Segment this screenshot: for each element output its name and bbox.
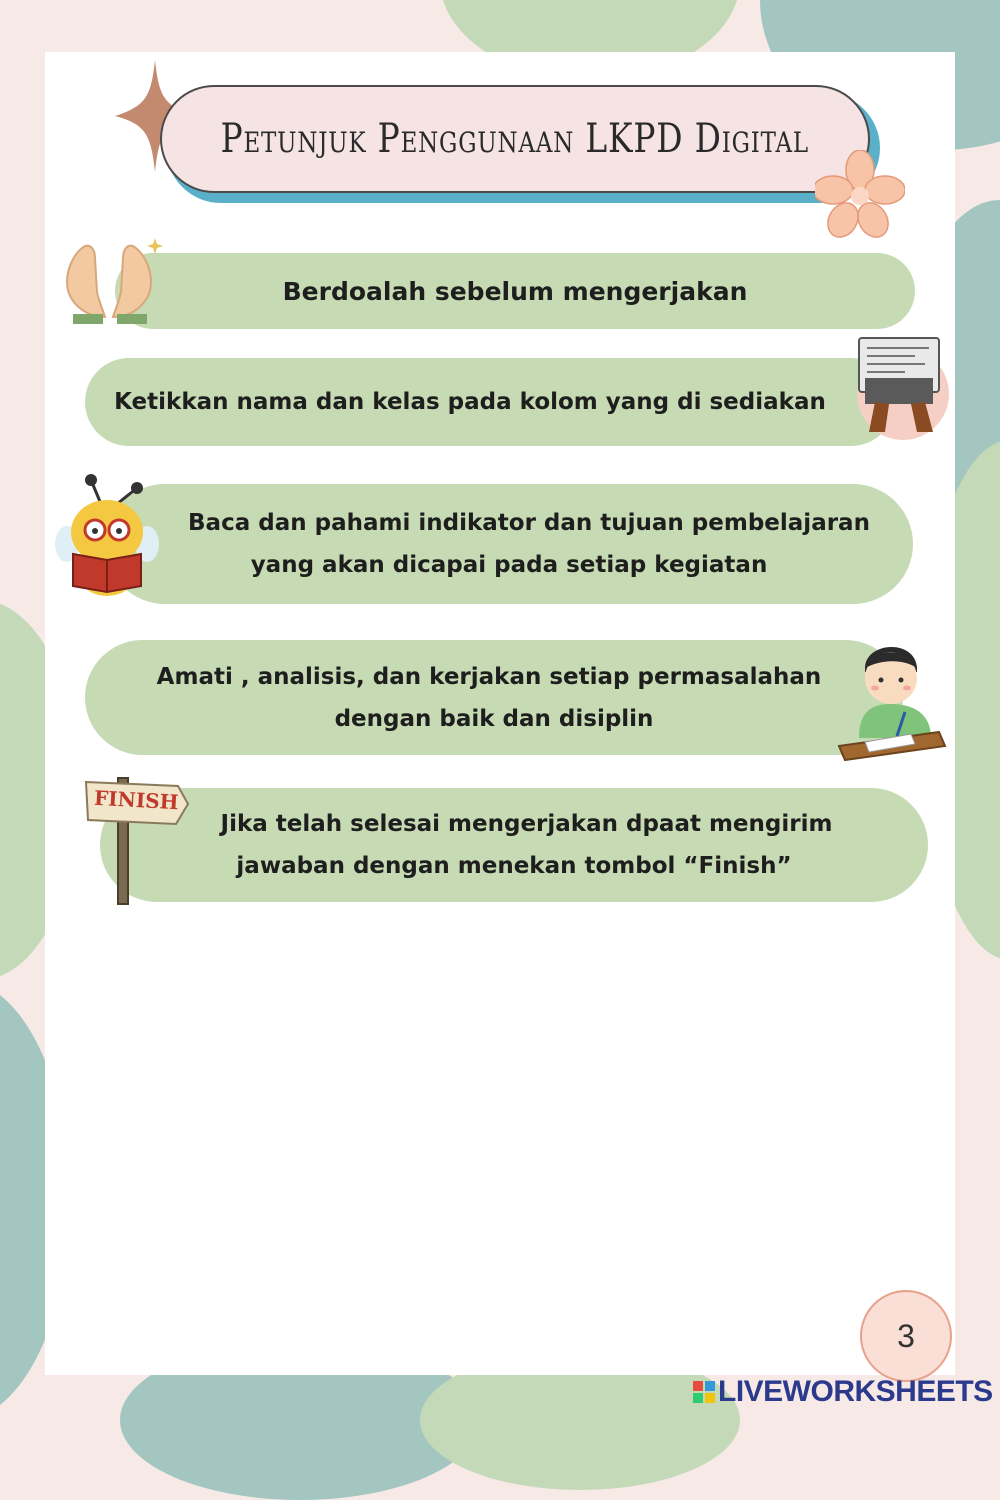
laptop-typing-icon [845, 332, 960, 442]
finish-emphasis: “Finish” [683, 853, 792, 879]
finish-sign-icon [82, 768, 192, 908]
flower-icon [815, 150, 905, 240]
step-5-text-line-1: Jika telah selesai mengerjakan dpaat mengirim [220, 811, 833, 837]
step-5-text-line-2-prefix: jawaban dengan menekan tombol [236, 853, 684, 879]
step-1-pill [115, 253, 915, 329]
liveworksheets-logo[interactable] [693, 1372, 993, 1412]
step-4-text-line-2: dengan baik dan disiplin [334, 705, 654, 732]
logo-text: LIVEWORKSHEETS [718, 1375, 993, 1408]
step-3-text-line-2: yang akan dicapai pada setiap kegiatan [250, 552, 768, 578]
step-4-pill [85, 640, 903, 755]
step-4-text-line-1: Amati , analisis, dan kerjakan setiap permasalahan [156, 663, 822, 690]
step-3-pill [105, 484, 913, 604]
page-title: Petunjuk Penggunaan LKPD Digital [220, 116, 810, 162]
praying-hands-icon [55, 232, 165, 332]
bee-reading-book-icon [55, 474, 160, 604]
page-number: 3 [860, 1290, 952, 1382]
finish-sign-text: FINISH [93, 785, 180, 815]
step-3-text-line-1: Baca dan pahami indikator dan tujuan pembelajaran [188, 510, 870, 536]
step-5-pill [100, 788, 928, 902]
student-writing-icon [835, 628, 950, 763]
step-2-pill [85, 358, 895, 446]
title-banner [160, 85, 880, 203]
title-pill [160, 85, 870, 193]
step-5-text-line-2 [236, 845, 791, 887]
step-2-text: Ketikkan nama dan kelas pada kolom yang di sediakan [114, 389, 826, 415]
step-1-text: Berdoalah sebelum mengerjakan [282, 276, 748, 306]
logo-mark-icon [693, 1381, 715, 1403]
